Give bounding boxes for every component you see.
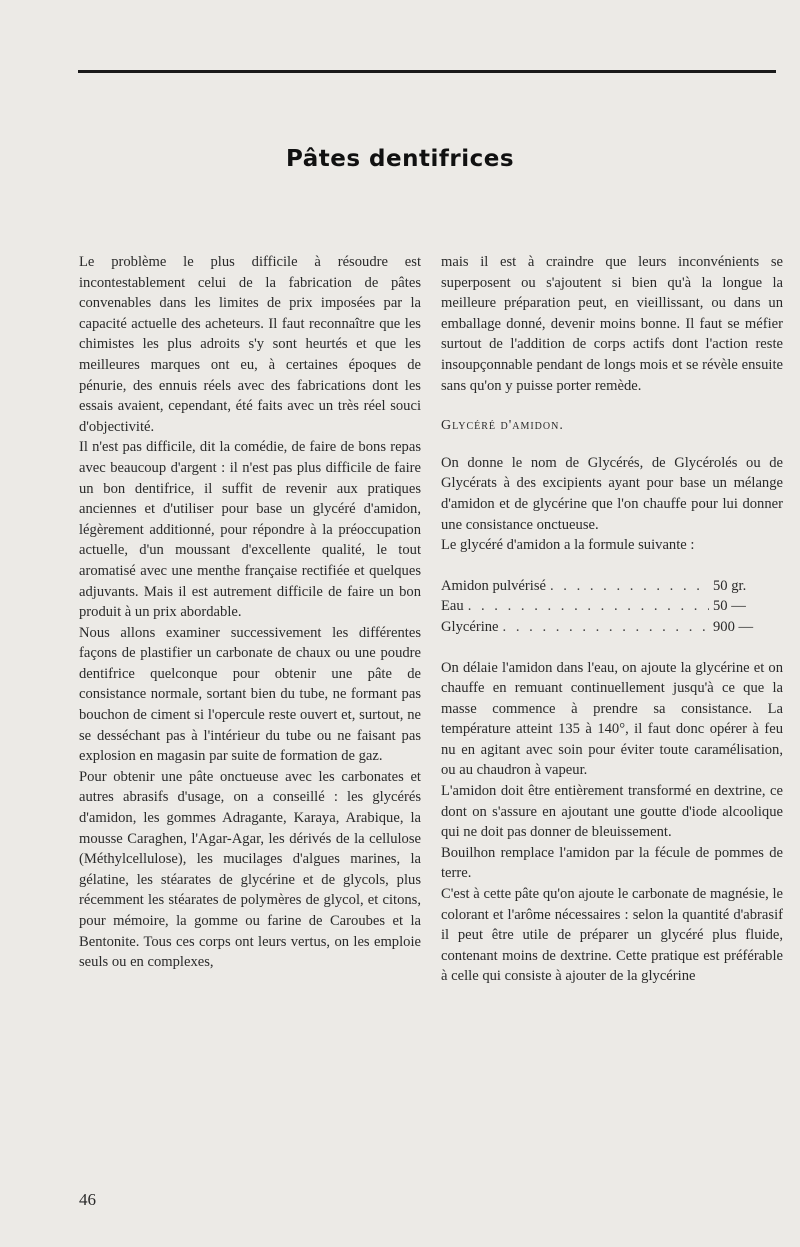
ingredient-quantity: 900 —	[713, 618, 754, 635]
left-column	[79, 252, 421, 973]
ingredient-name: Eau	[441, 598, 464, 615]
paragraph: Bouilhon remplace l'amidon par la fécule de pommes de terre.	[441, 844, 783, 882]
ingredient-quantity: 50 gr.	[713, 577, 747, 594]
paragraph: Le glycéré d'amidon a la formule suivante :	[441, 537, 695, 554]
paragraph: Il n'est pas difficile, dit la comédie, de faire de bons repas avec beaucoup d'argent : il n'est pas plus difficile de faire un bon dentifrice, il suffit de revenir aux pratiques anciennes et d'utiliser pour base un glycéré d'amidon, légèrement additionné, pour répondre à la préoccupation actuelle, d'un moussant d'excellente qualité, le tout aromatisé avec une menthe française rectifiée et quelques adjuvants. Mais il est autrement difficile de faire un bon produit à un prix abordable.	[79, 439, 421, 621]
recipe-row	[441, 576, 783, 597]
paragraph: On donne le nom de Glycérés, de Glycérolés ou de Glycérats à des excipients ayant pour base un mélange d'amidon et de glycérine que l'on chauffe pour lui donner une consistance onctueuse.	[441, 454, 783, 533]
top-rule	[78, 70, 776, 73]
paragraph: Pour obtenir une pâte onctueuse avec les carbonates et autres abrasifs d'usage, on a conseillé : les glycérés d'amidon, les gommes Adragante, Karaya, Arabique, la mousse Caraghen, l'Agar-Agar, les dérivés de la cellulose (Méthylcellulose), les mucilages d'algues marines, la gélatine, les stéarates de glycérine et de glycols, plus récemment les stéarates de polymères de glycol, et citons, pour mémoire, la gomme ou farine de Caroubes et la Bentonite. Tous ces corps ont leurs vertus, on les emploie seuls ou en complexes,	[79, 768, 421, 971]
paragraph: L'amidon doit être entièrement transformé en dextrine, ce dont on s'assure en ajoutant une goutte d'iode alcoolique qui ne doit pas donner de bleuissement.	[441, 783, 783, 841]
paragraph: On délaie l'amidon dans l'eau, on ajoute la glycérine et on chauffe en remuant continuellement jusqu'à ce que la masse commence à prendre sa consistance. La température atteint 135 à 140°, il faut donc opérer à feu nu en agitant avec soin pour éviter toute caramélisation, ou au chaudron à vapeur.	[441, 659, 783, 779]
paragraph: mais il est à craindre que leurs inconvénients se superposent ou s'ajoutent si bien qu'à la longue la meilleure préparation peut, en vieillissant, ou dans un emballage donné, devenir moins bonne. Il faut se méfier surtout de l'addition de corps actifs dont l'action reste insoupçonnable pendant de longs mois et se révèle ensuite sans qu'on y puisse porter remède.	[441, 254, 783, 394]
recipe-row	[441, 596, 783, 617]
page-number: 46	[79, 1190, 96, 1209]
recipe-row	[441, 617, 783, 638]
right-column	[441, 252, 783, 987]
section-heading: Glycéré d'amidon.	[441, 418, 564, 434]
recipe-table	[441, 576, 783, 638]
paragraph: Nous allons examiner successivement les différentes façons de plastifier un carbonate de chaux ou une poudre dentifrice quelconque pour obtenir une pâte de consistance normale, sortant bien du tube, ne formant pas bouchon de ciment si l'opercule reste ouvert et, surtout, ne se desséchant pas à l'intérieur du tube ou ne faisant pas explosion en magasin par suite de formation de gaz.	[79, 624, 421, 765]
dot-leader	[468, 596, 709, 617]
ingredient-quantity: 50 —	[713, 598, 746, 615]
paragraph: C'est à cette pâte qu'on ajoute le carbonate de magnésie, le colorant et l'arôme nécessaires : selon la quantité d'abrasif il peut être utile de préparer un glycéré plus fluide, contenant moins de dextrine. Cette pratique est préférable à celle qui consiste à ajouter de la glycérine	[441, 886, 783, 985]
page-title: Pâtes dentifrices	[285, 146, 515, 172]
dot-leader	[503, 617, 709, 638]
dot-leader	[550, 576, 709, 597]
paragraph: Le problème le plus difficile à résoudre est incontestablement celui de la fabrication de pâtes convenables dans les limites de prix imposées par la capacité actuelle des acheteurs. Il faut reconnaître que les chimistes les plus adroits s'y sont heurtés et que les meilleures marques ont eu, à certaines époques de pénurie, des ennuis réels avec des fabrications dont les essais avaient, cependant, été faits avec un très réel souci d'objectivité.	[79, 254, 421, 435]
ingredient-name: Amidon pulvérisé	[441, 577, 546, 594]
ingredient-name: Glycérine	[441, 618, 499, 635]
